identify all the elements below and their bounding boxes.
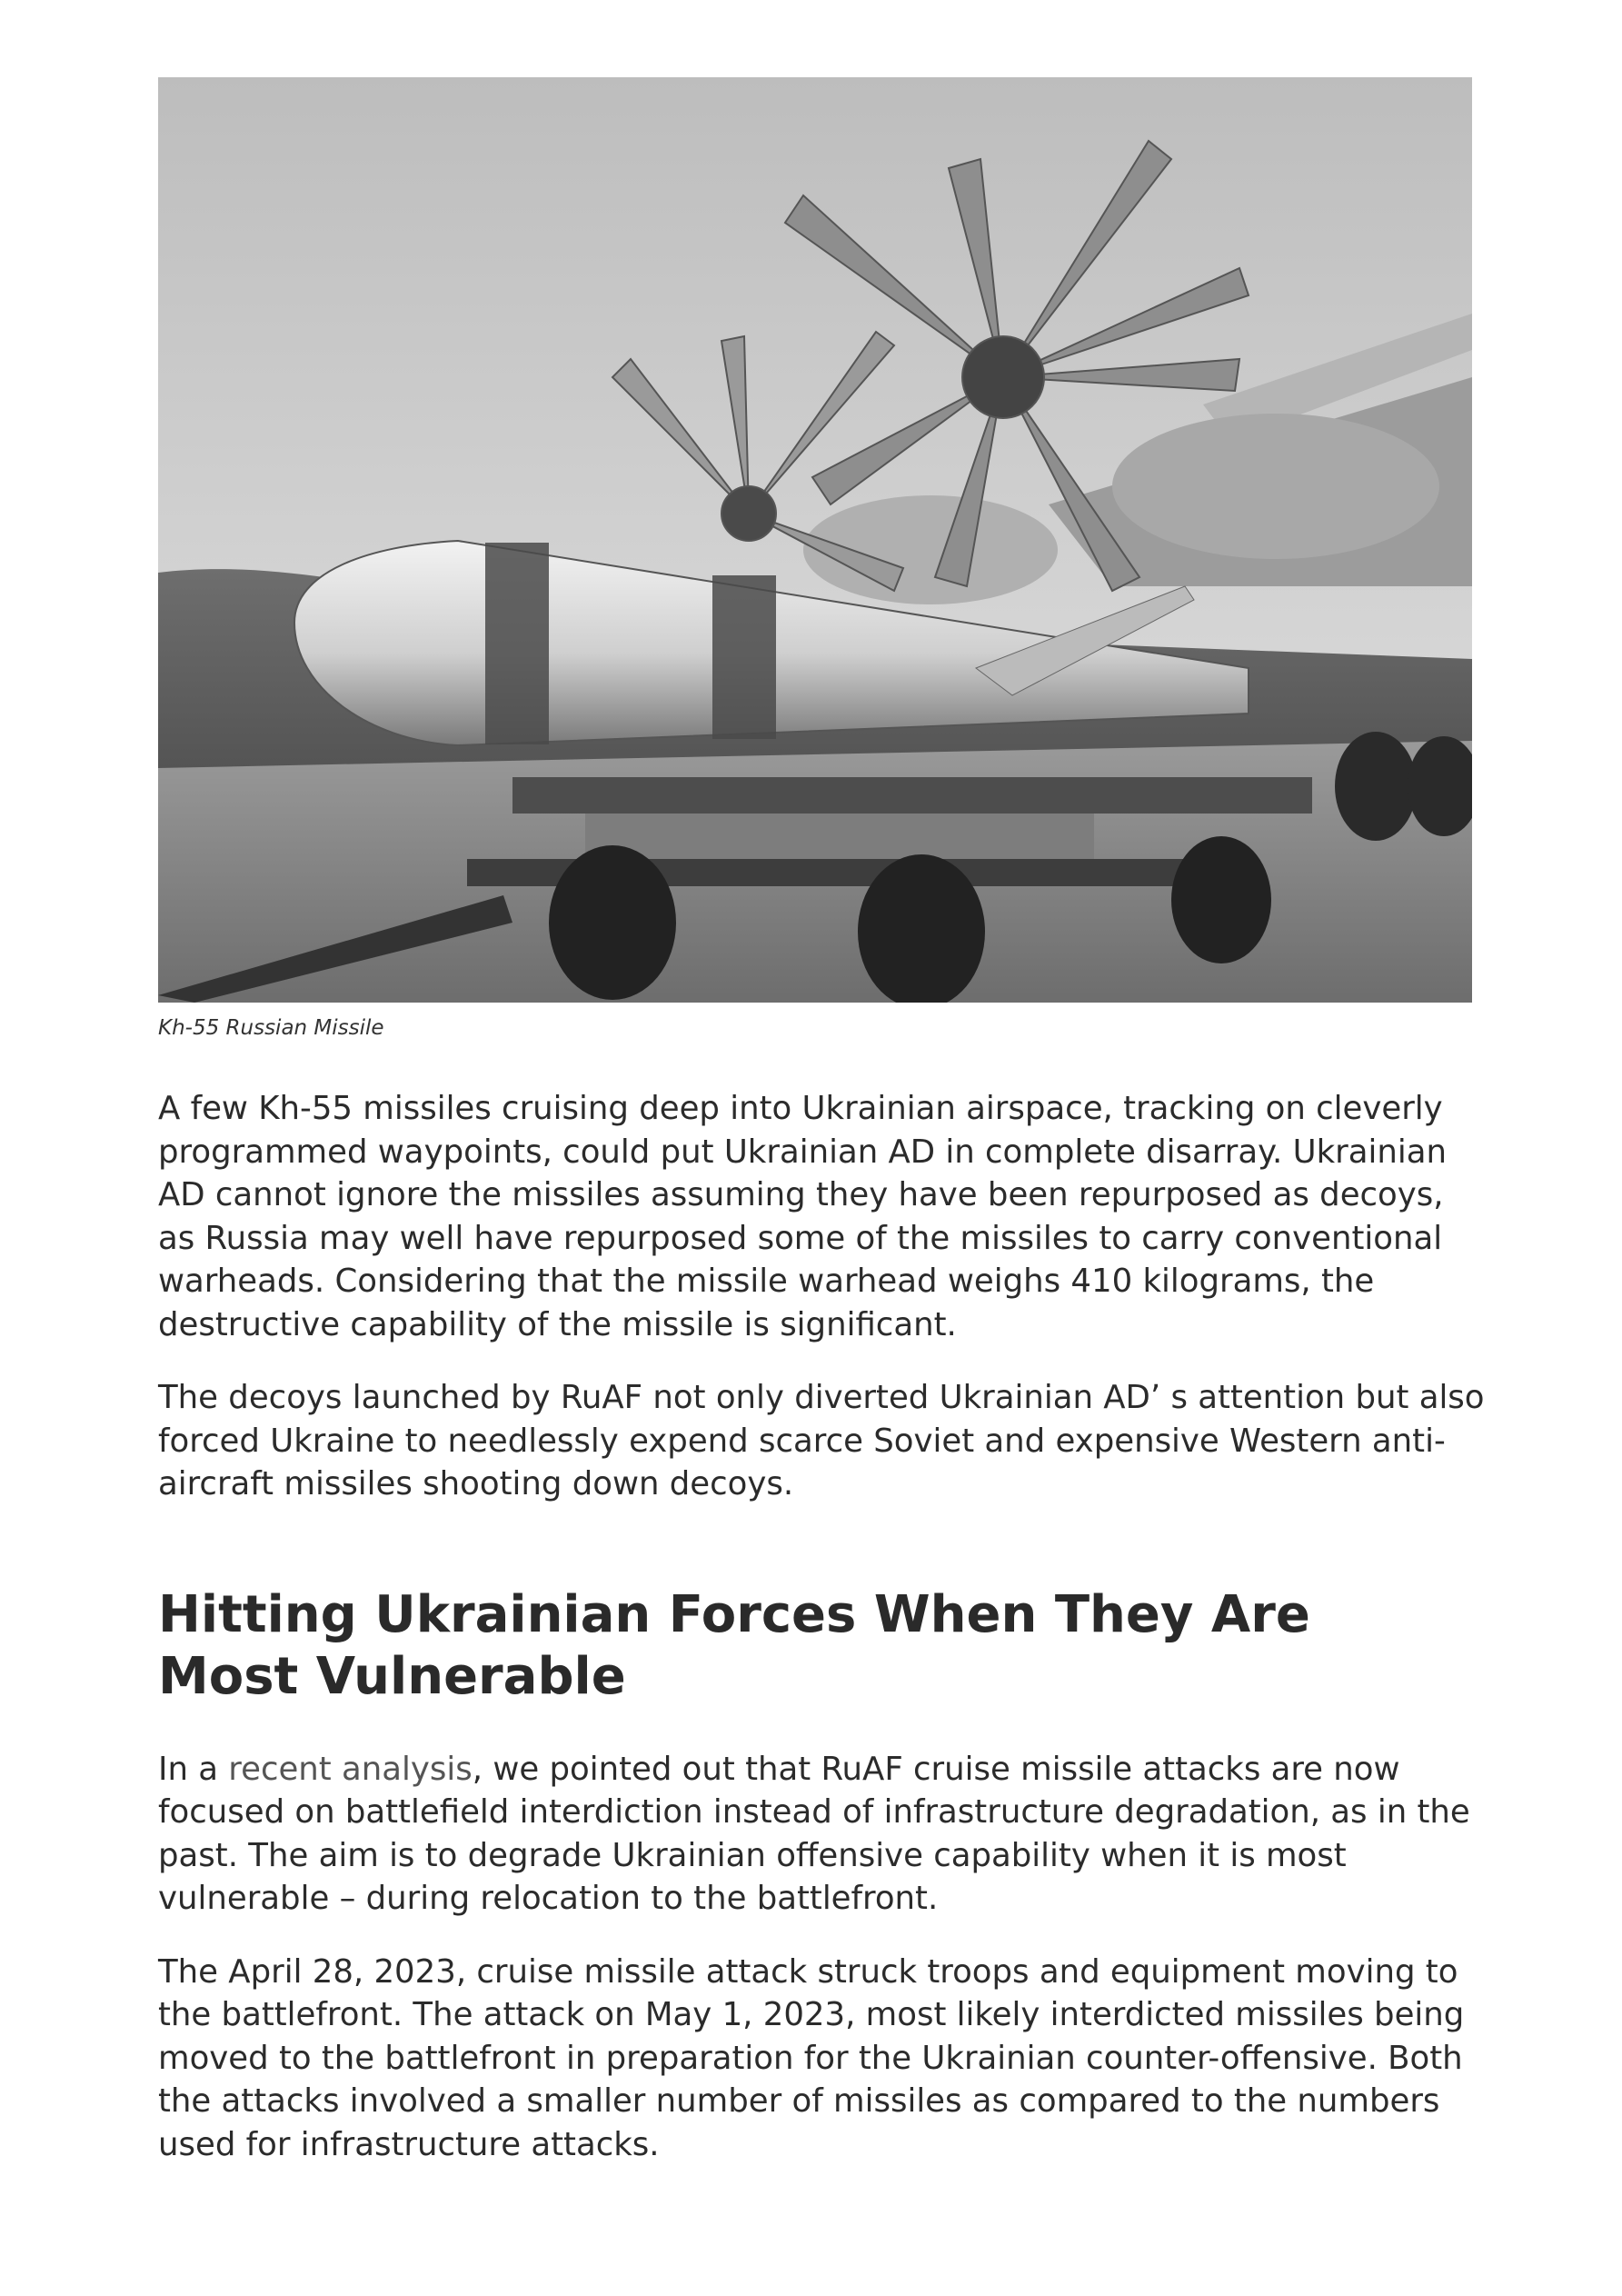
- paragraph-text: , we pointed out that RuAF cruise missile attacks are now focused on battlefield interdiction instead of infrastructure degradation, as in the past. The aim is to degrade Ukrainian offensive capability when it is most vulnerable – during relocation to the battlefront.: [158, 1750, 1470, 1917]
- paragraph: A few Kh-55 missiles cruising deep into Ukrainian airspace, tracking on cleverly programmed waypoints, could put Ukrainian AD in complete disarray. Ukrainian AD cannot ignore the missiles assuming they have been repurposed as decoys, as Russia may well have repurposed some of the missiles to carry conventional warheads. Considering that the missile warhead weighs 410 kilograms, the destructive capability of the missile is significant.: [158, 1090, 1447, 1343]
- article-body: [158, 1087, 1485, 2166]
- paragraph: [158, 1748, 1485, 1921]
- paragraph-text: In a: [158, 1750, 229, 1788]
- missile-photo: [158, 77, 1472, 1003]
- paragraph: The decoys launched by RuAF not only diverted Ukrainian AD’ s attention but also forced Ukraine to needlessly expend scarce Soviet and expensive Western anti-aircraft missiles shooting down decoys.: [158, 1379, 1485, 1502]
- paragraph: The April 28, 2023, cruise missile attack struck troops and equipment moving to the battlefront. The attack on May 1, 2023, most likely interdicted missiles being moved to the battlefront in preparation for the Ukrainian counter-offensive. Both the attacks involved a smaller number of missiles as compared to the numbers used for infrastructure attacks.: [158, 1952, 1465, 2163]
- section-heading: Hitting Ukrainian Forces When They Are Most Vulnerable: [158, 1584, 1310, 1706]
- kh55-missile-photo: [158, 77, 1472, 1003]
- figure-caption: Kh-55 Russian Missile: [158, 1016, 384, 1040]
- recent-analysis-link[interactable]: recent analysis: [228, 1750, 473, 1788]
